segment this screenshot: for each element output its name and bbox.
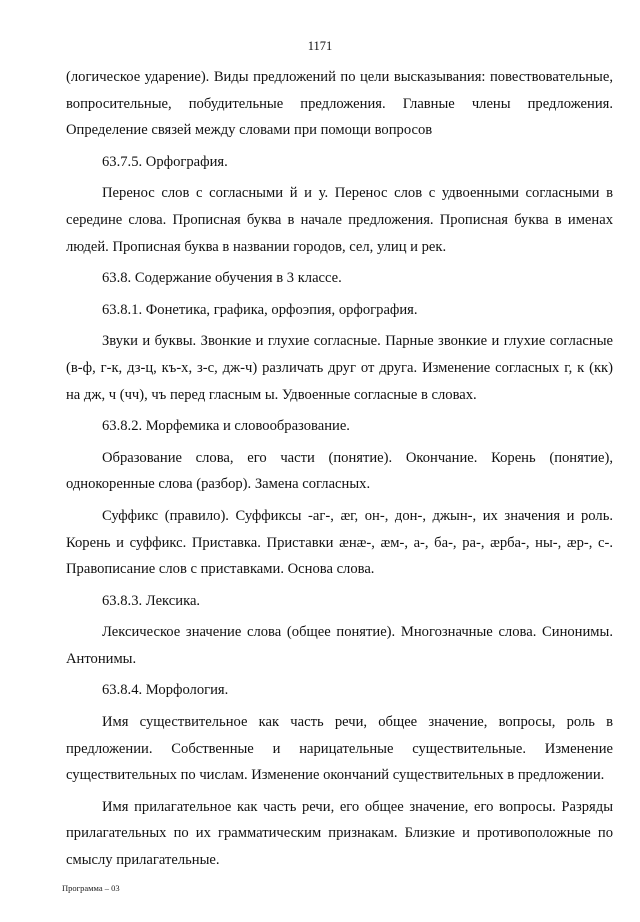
heading-63-8-4: 63.8.4. Морфология. bbox=[102, 682, 229, 699]
page-footer: Программа – 03 bbox=[62, 883, 120, 893]
paragraph-word-formation: Образование слова, его части (понятие). Окончание. Корень (понятие), однокоренные слова (разбор). Замена согласных. bbox=[66, 449, 613, 493]
document-body bbox=[66, 64, 613, 874]
paragraph-sounds-letters: Звуки и буквы. Звонкие и глухие согласные. Парные звонкие и глухие согласные (в-ф, г-к, дз-ц, къ-х, з-с, дж-ч) различать друг от друга. Изменение согласных г, к (кк) на дж, ч (чч), чъ перед гласным ы. Удвоенные согласные в словах. bbox=[66, 333, 613, 403]
paragraph-lexical-meaning: Лексическое значение слова (общее понятие). Многозначные слова. Синонимы. Антонимы. bbox=[66, 624, 613, 667]
paragraph-logical-stress: (логическое ударение). Виды предложений по цели высказывания: повествовательные, вопросительные, побудительные предложения. Главные члены предложения. Определение связей между словами при помощи вопросов bbox=[66, 69, 613, 139]
heading-63-8-3: 63.8.3. Лексика. bbox=[102, 592, 201, 609]
heading-63-8-1: 63.8.1. Фонетика, графика, орфоэпия, орфография. bbox=[102, 301, 418, 318]
paragraph-adjective: Имя прилагательное как часть речи, его общее значение, его вопросы. Разряды прилагательных по их грамматическим признакам. Близкие и противоположные по смыслу прилагательные. bbox=[66, 798, 613, 869]
paragraph-orthography: Перенос слов с согласными й и у. Перенос слов с удвоенными согласными в середине слова. Прописная буква в начале предложения. Прописная буква в именах людей. Прописная буква в названии городов, сел, улиц и рек. bbox=[66, 185, 613, 255]
paragraph-noun: Имя существительное как часть речи, общее значение, вопросы, роль в предложении. Собственные и нарицательные существительные. Изменение существительных по числам. Изменение окончаний существительных в предложении. bbox=[66, 714, 613, 784]
paragraph-suffix: Суффикс (правило). Суффиксы -аг-, æг, он-, дон-, джын-, их значения и роль. Корень и суффикс. Приставка. Приставки æнæ-, æм-, а-, ба-, ра-, æрба-, ны-, æр-, с-. Правописание слов с приставками. Основа слова. bbox=[66, 507, 613, 578]
heading-63-8: 63.8. Содержание обучения в 3 классе. bbox=[102, 270, 342, 287]
page-number: 1171 bbox=[307, 39, 333, 53]
heading-63-7-5: 63.7.5. Орфография. bbox=[102, 153, 228, 170]
heading-63-8-2: 63.8.2. Морфемика и словообразование. bbox=[102, 418, 350, 435]
